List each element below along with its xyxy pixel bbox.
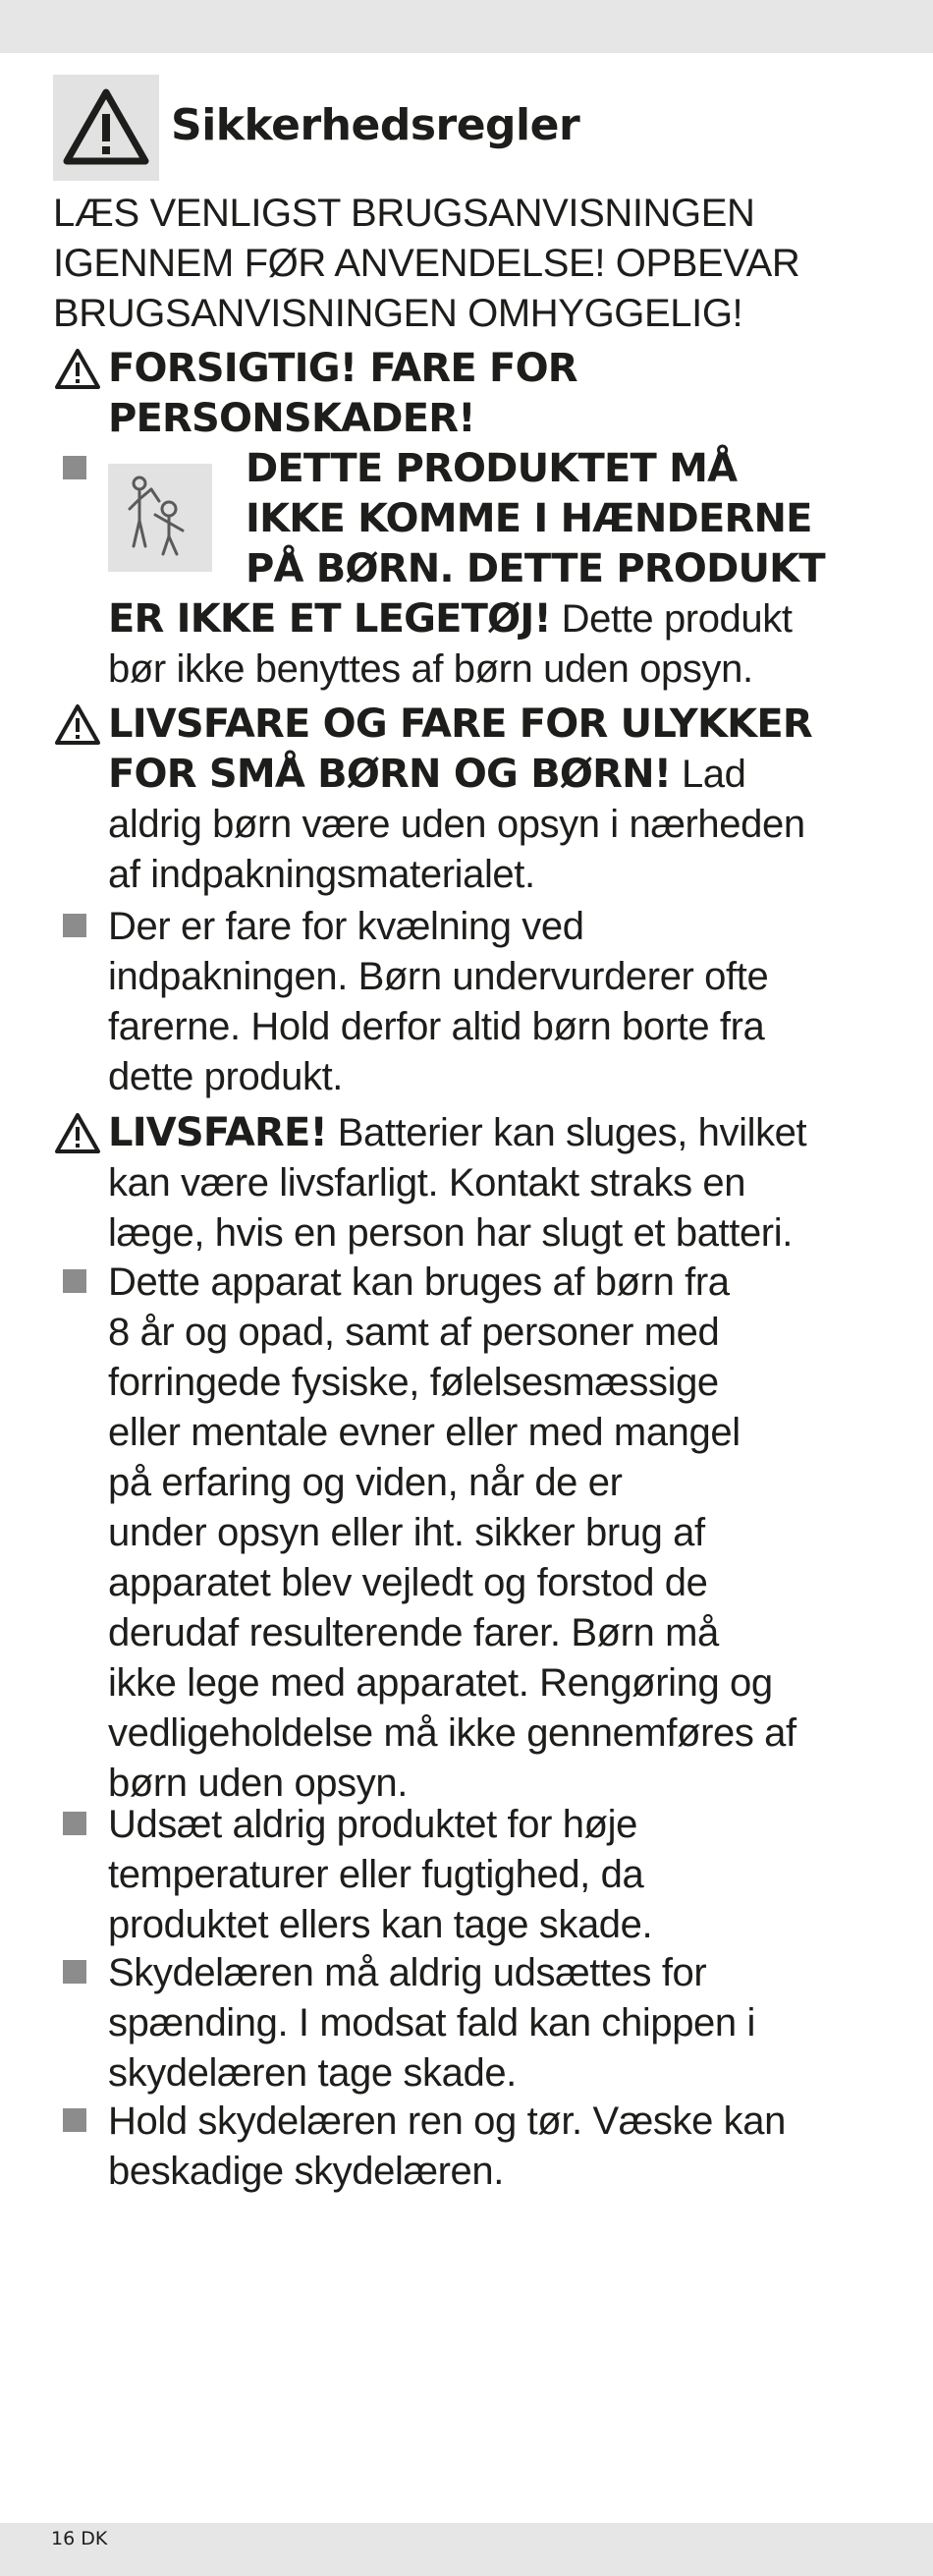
warning-triangle-icon xyxy=(53,1110,102,1155)
body-text: skydelæren tage skade. xyxy=(108,2051,517,2095)
warning-children-body xyxy=(108,594,904,695)
body-text: læge, hvis en person har slugt et batteri. xyxy=(108,1211,793,1255)
intro-line: BRUGSANVISNINGEN OMHYGGELIG! xyxy=(53,292,743,335)
body-text: farerne. Hold derfor altid børn borte fra xyxy=(108,1005,765,1048)
bottom-margin-bar xyxy=(0,2523,933,2576)
body-text: bør ikke benyttes af børn uden opsyn. xyxy=(108,647,753,691)
body-text: Udsæt aldrig produktet for høje xyxy=(108,1803,637,1846)
body-text: kan være livsfarligt. Kontakt straks en xyxy=(108,1161,746,1204)
body-text: ikke lege med apparatet. Rengøring og xyxy=(108,1661,773,1705)
body-text: 8 år og opad, samt af personer med xyxy=(108,1311,720,1354)
keep-away-from-children-icon xyxy=(108,464,212,572)
body-text: aldrig børn være uden opsyn i nærheden xyxy=(108,803,805,846)
body-text: dette produkt. xyxy=(108,1055,344,1098)
warning-triangle-icon xyxy=(53,346,102,391)
square-bullet xyxy=(63,456,86,479)
page-footer: 16 DK xyxy=(51,2528,108,2549)
page-title: Sikkerhedsregler xyxy=(171,100,580,150)
intro-paragraph xyxy=(53,189,907,339)
body-text: Lad xyxy=(671,753,746,796)
warning-line: PERSONSKADER! xyxy=(108,396,475,441)
body-text: Dette produkt xyxy=(550,597,793,641)
body-text: forringede fysiske, følelsesmæssige xyxy=(108,1361,719,1404)
body-text: børn uden opsyn. xyxy=(108,1762,408,1805)
body-text: Skydelæren må aldrig udsættes for xyxy=(108,1951,707,1994)
intro-line: IGENNEM FØR ANVENDELSE! OPBEVAR xyxy=(53,242,800,285)
body-text: temperaturer eller fugtighed, da xyxy=(108,1853,644,1896)
body-text: Batterier kan sluges, hvilket xyxy=(327,1111,807,1154)
body-text: indpakningen. Børn undervurderer ofte xyxy=(108,955,769,998)
square-bullet xyxy=(63,1269,86,1293)
body-text: på erfaring og viden, når de er xyxy=(108,1461,623,1504)
body-text: apparatet blev vejledt og forstod de xyxy=(108,1561,708,1604)
warning-line: DETTE PRODUKTET MÅ xyxy=(246,446,738,491)
body-text: beskadige skydelæren. xyxy=(108,2150,504,2193)
square-bullet xyxy=(63,2108,86,2132)
warning-emphasis: LIVSFARE! xyxy=(108,1110,327,1155)
warning-emphasis: FOR SMÅ BØRN OG BØRN! xyxy=(108,752,672,797)
body-text: Hold skydelæren ren og tør. Væske kan xyxy=(108,2100,786,2143)
warning-line: LIVSFARE OG FARE FOR ULYKKER xyxy=(108,701,812,747)
body-text: eller mentale evner eller med mangel xyxy=(108,1411,741,1454)
top-margin-bar xyxy=(0,0,933,53)
square-bullet xyxy=(63,1960,86,1984)
body-text: Dette apparat kan bruges af børn fra xyxy=(108,1260,730,1304)
body-text: af indpakningsmaterialet. xyxy=(108,853,535,896)
warning-children-heading xyxy=(246,444,894,594)
warning-line: IKKE KOMME I HÆNDERNE xyxy=(246,496,812,541)
square-bullet xyxy=(63,1812,86,1835)
warning-line: FORSIGTIG! FARE FOR xyxy=(108,346,577,391)
body-text: vedligeholdelse må ikke gennemføres af xyxy=(108,1711,796,1755)
warning-triangle-icon xyxy=(53,75,159,181)
body-text: produktet ellers kan tage skade. xyxy=(108,1903,653,1946)
intro-line: LÆS VENLIGST BRUGSANVISNINGEN xyxy=(53,192,755,235)
body-text: Der er fare for kvælning ved xyxy=(108,905,584,948)
square-bullet xyxy=(63,914,86,937)
body-text: under opsyn eller iht. sikker brug af xyxy=(108,1511,705,1554)
body-text: spænding. I modsat fald kan chippen i xyxy=(108,2001,755,2044)
section-header xyxy=(53,75,898,181)
warning-line: PÅ BØRN. DETTE PRODUKT xyxy=(246,546,825,591)
body-text: derudaf resulterende farer. Børn må xyxy=(108,1611,719,1654)
warning-triangle-icon xyxy=(53,701,102,747)
warning-emphasis: ER IKKE ET LEGETØJ! xyxy=(108,596,551,642)
